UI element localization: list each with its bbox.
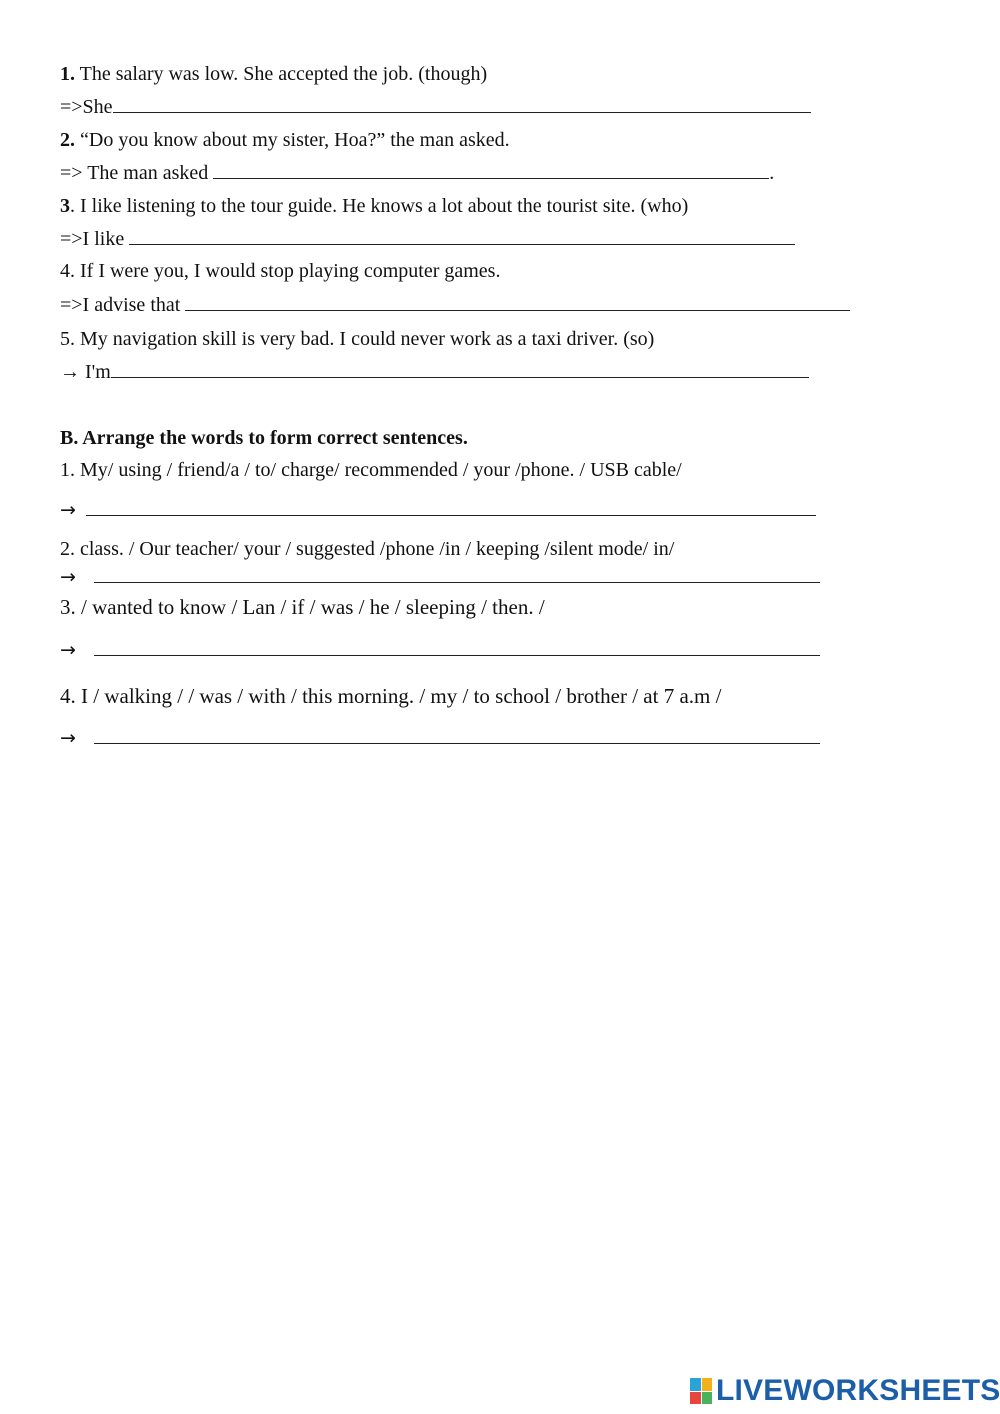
arrow-right-icon: → (60, 727, 76, 749)
question-1-answer-line: =>She (60, 95, 811, 119)
arrange-item-3-prompt: 3. / wanted to know / Lan / if / was / he / sleeping / then. / (60, 595, 545, 619)
arrow-right-icon: → (60, 566, 76, 588)
arrange-item-1-answer-line (60, 498, 816, 522)
arrange-blank-4[interactable] (94, 726, 820, 744)
answer-blank-4[interactable] (185, 293, 850, 311)
question-1-prompt: 1. The salary was low. She accepted the job. (though) (60, 63, 488, 85)
answer-blank-5[interactable] (111, 360, 809, 378)
answer-blank-3[interactable] (129, 227, 795, 245)
question-2-answer-line: => The man asked . (60, 162, 775, 184)
arrange-item-4-prompt: 4. I / walking / / was / with / this morning. / my / to school / brother / at 7 a.m / (60, 684, 722, 708)
answer-blank-1[interactable] (113, 95, 811, 113)
liveworksheets-logo-icon (690, 1378, 712, 1404)
question-5-answer-line: → I'm (60, 360, 809, 384)
arrange-item-4-answer-line (60, 726, 820, 750)
question-3-answer-line: =>I like (60, 227, 795, 251)
question-2-prompt: 2. “Do you know about my sister, Hoa?” the man asked. (60, 129, 510, 151)
question-4-prompt: 4. If I were you, I would stop playing computer games. (60, 260, 501, 282)
question-4-answer-line: =>I advise that (60, 293, 850, 317)
arrange-blank-1[interactable] (86, 498, 816, 516)
arrange-item-3-answer-line (60, 638, 820, 662)
arrange-item-1-prompt: 1. My/ using / friend/a / to/ charge/ recommended / your /phone. / USB cable/ (60, 459, 682, 481)
arrange-item-2-prompt: 2. class. / Our teacher/ your / suggested /phone /in / keeping /silent mode/ in/ (60, 538, 675, 560)
arrow-right-icon: → (60, 499, 76, 521)
section-b-heading: B. Arrange the words to form correct sentences. (60, 427, 468, 449)
arrange-blank-2[interactable] (94, 565, 820, 583)
arrow-right-icon: → (60, 639, 76, 661)
answer-blank-2[interactable] (213, 161, 769, 179)
logo-text: LIVEWORKSHEETS (716, 1374, 1000, 1407)
question-5-prompt: 5. My navigation skill is very bad. I could never work as a taxi driver. (so) (60, 328, 655, 350)
arrange-item-2-answer-line (60, 565, 820, 589)
liveworksheets-logo[interactable] (690, 1374, 1000, 1408)
question-3-prompt: 3. I like listening to the tour guide. He knows a lot about the tourist site. (who) (60, 195, 689, 217)
arrange-blank-3[interactable] (94, 638, 820, 656)
